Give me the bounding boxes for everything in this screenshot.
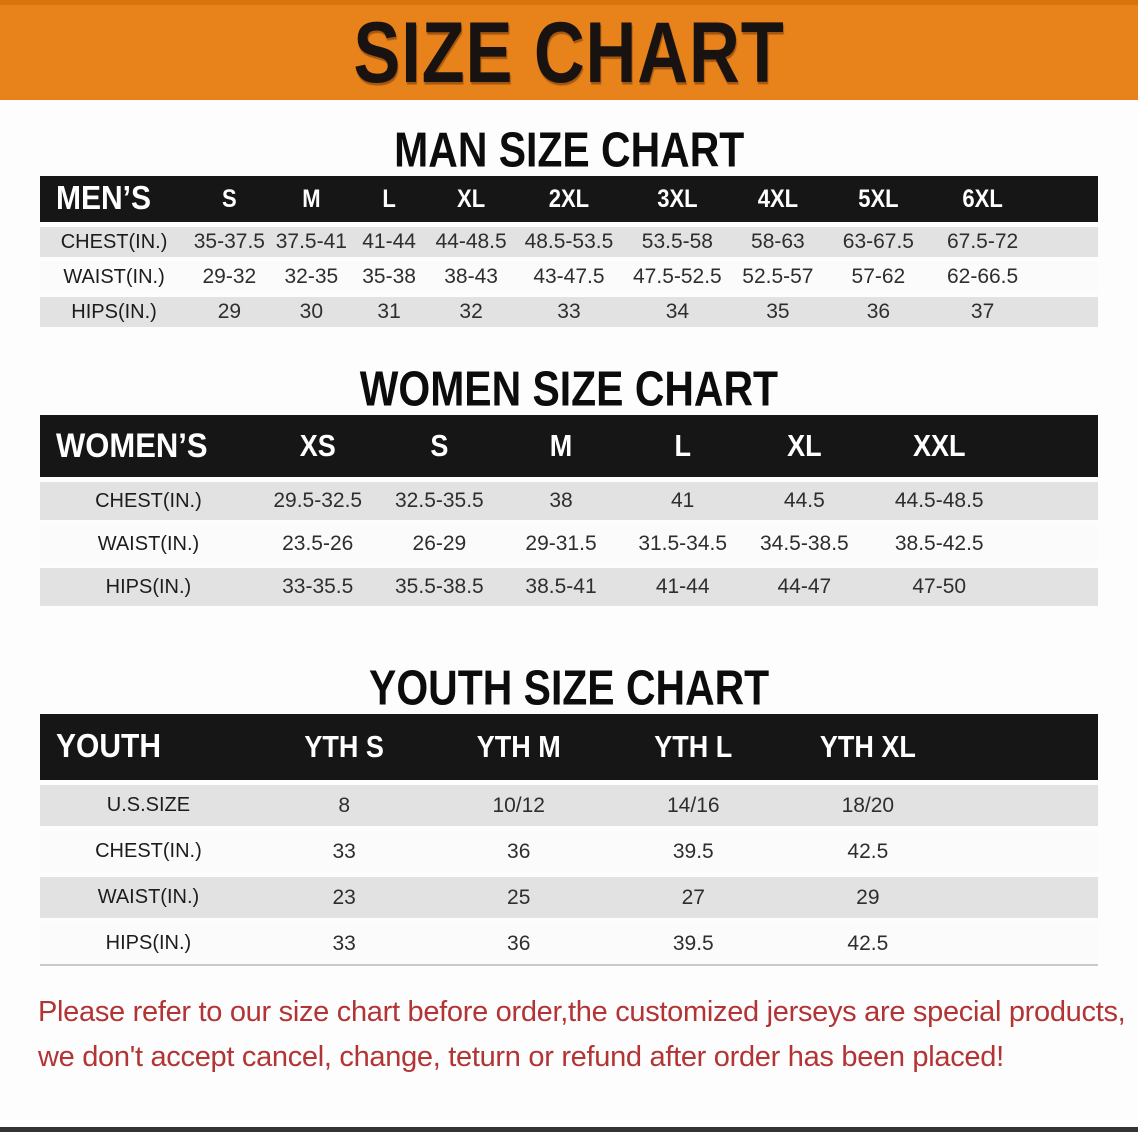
- size-header-cell: M: [500, 415, 622, 480]
- value-cell: 44.5: [744, 480, 866, 523]
- table-row: [40, 566, 1098, 607]
- size-header-cell: M: [271, 176, 352, 225]
- size-header-cell: L: [622, 415, 744, 480]
- row-label-cell: HIPS(IN.): [40, 295, 188, 328]
- table-row: [40, 829, 1098, 875]
- table-row: [40, 783, 1098, 829]
- value-cell: 53.5-58: [622, 225, 733, 260]
- value-cell: 29-32: [188, 260, 271, 295]
- youth-size-table: [40, 714, 1098, 966]
- women-size-table: [40, 415, 1098, 606]
- size-header-cell: 3XL: [622, 176, 733, 225]
- value-cell: 29.5-32.5: [257, 480, 379, 523]
- men-size-table: [40, 176, 1098, 327]
- value-cell: 30: [271, 295, 352, 328]
- size-header-cell: YTH S: [257, 714, 432, 783]
- size-header-cell: XL: [744, 415, 866, 480]
- header-filler-cell: [955, 714, 1098, 783]
- value-cell: 62-66.5: [934, 260, 1031, 295]
- value-cell: 38: [500, 480, 622, 523]
- row-label-cell: WAIST(IN.): [40, 523, 257, 566]
- header-filler-cell: [1013, 415, 1098, 480]
- women-heading-text: WOMEN SIZE CHART: [359, 362, 779, 417]
- value-cell: 23.5-26: [257, 523, 379, 566]
- value-cell: 14/16: [606, 783, 781, 829]
- value-cell: 47.5-52.5: [622, 260, 733, 295]
- table-row: [40, 295, 1098, 328]
- row-label-cell: CHEST(IN.): [40, 480, 257, 523]
- header-filler-cell: [1031, 176, 1098, 225]
- value-cell: 29: [781, 875, 956, 921]
- value-cell: 33-35.5: [257, 566, 379, 607]
- value-cell: 35: [733, 295, 823, 328]
- filler-cell: [955, 829, 1098, 875]
- size-header-cell: 5XL: [823, 176, 934, 225]
- filler-cell: [1031, 225, 1098, 260]
- table-row: [40, 523, 1098, 566]
- value-cell: 41-44: [622, 566, 744, 607]
- value-cell: 18/20: [781, 783, 956, 829]
- filler-cell: [955, 875, 1098, 921]
- corner-label-cell: MEN’S: [40, 176, 188, 225]
- page-title: SIZE CHART: [353, 3, 785, 101]
- row-label-cell: HIPS(IN.): [40, 566, 257, 607]
- table-row: [40, 921, 1098, 966]
- value-cell: 35-38: [352, 260, 426, 295]
- value-cell: 32: [426, 295, 516, 328]
- row-label-cell: CHEST(IN.): [40, 225, 188, 260]
- women-section-heading: [0, 362, 1138, 417]
- row-label-cell: U.S.SIZE: [40, 783, 257, 829]
- value-cell: 25: [431, 875, 606, 921]
- youth-section-heading: [0, 661, 1138, 716]
- value-cell: 32-35: [271, 260, 352, 295]
- value-cell: 39.5: [606, 829, 781, 875]
- size-header-cell: S: [188, 176, 271, 225]
- footer-line-1: Please refer to our size chart before order,the customized jerseys are special products,: [38, 996, 1126, 1028]
- value-cell: 41-44: [352, 225, 426, 260]
- size-header-cell: XS: [257, 415, 379, 480]
- value-cell: 63-67.5: [823, 225, 934, 260]
- value-cell: 31.5-34.5: [622, 523, 744, 566]
- men-heading-text: MAN SIZE CHART: [393, 123, 745, 178]
- value-cell: 44-47: [744, 566, 866, 607]
- men-section: [0, 123, 1138, 327]
- corner-label-cell: WOMEN’S: [40, 415, 257, 480]
- value-cell: 36: [431, 829, 606, 875]
- filler-cell: [1031, 295, 1098, 328]
- value-cell: 27: [606, 875, 781, 921]
- value-cell: 43-47.5: [516, 260, 622, 295]
- size-header-cell: 6XL: [934, 176, 1031, 225]
- size-header-cell: YTH L: [606, 714, 781, 783]
- header-row: [40, 415, 1098, 480]
- value-cell: 44.5-48.5: [865, 480, 1013, 523]
- header-row: [40, 176, 1098, 225]
- value-cell: 39.5: [606, 921, 781, 966]
- footer-line-2: we don't accept cancel, change, teturn or refund after order has been placed!: [38, 1041, 1004, 1073]
- value-cell: 36: [823, 295, 934, 328]
- size-header-cell: L: [352, 176, 426, 225]
- value-cell: 31: [352, 295, 426, 328]
- table-row: [40, 260, 1098, 295]
- value-cell: 10/12: [431, 783, 606, 829]
- value-cell: 23: [257, 875, 432, 921]
- value-cell: 47-50: [865, 566, 1013, 607]
- value-cell: 32.5-35.5: [379, 480, 501, 523]
- women-section: [0, 362, 1138, 606]
- size-header-cell: XL: [426, 176, 516, 225]
- row-label-cell: HIPS(IN.): [40, 921, 257, 966]
- size-header-cell: 4XL: [733, 176, 823, 225]
- footer-note: [38, 990, 1126, 1080]
- value-cell: 44-48.5: [426, 225, 516, 260]
- value-cell: 33: [257, 921, 432, 966]
- filler-cell: [1013, 480, 1098, 523]
- youth-section: [0, 661, 1138, 966]
- value-cell: 67.5-72: [934, 225, 1031, 260]
- filler-cell: [955, 921, 1098, 966]
- table-row: [40, 225, 1098, 260]
- value-cell: 37: [934, 295, 1031, 328]
- table-row: [40, 875, 1098, 921]
- header-row: [40, 714, 1098, 783]
- value-cell: 38.5-41: [500, 566, 622, 607]
- value-cell: 58-63: [733, 225, 823, 260]
- size-header-cell: YTH XL: [781, 714, 956, 783]
- value-cell: 35.5-38.5: [379, 566, 501, 607]
- filler-cell: [1013, 523, 1098, 566]
- value-cell: 41: [622, 480, 744, 523]
- row-label-cell: WAIST(IN.): [40, 260, 188, 295]
- size-header-cell: XXL: [865, 415, 1013, 480]
- size-header-cell: YTH M: [431, 714, 606, 783]
- filler-cell: [1013, 566, 1098, 607]
- size-header-cell: S: [379, 415, 501, 480]
- row-label-cell: CHEST(IN.): [40, 829, 257, 875]
- value-cell: 29: [188, 295, 271, 328]
- value-cell: 33: [516, 295, 622, 328]
- value-cell: 57-62: [823, 260, 934, 295]
- value-cell: 52.5-57: [733, 260, 823, 295]
- value-cell: 29-31.5: [500, 523, 622, 566]
- value-cell: 42.5: [781, 829, 956, 875]
- value-cell: 38-43: [426, 260, 516, 295]
- value-cell: 34.5-38.5: [744, 523, 866, 566]
- value-cell: 48.5-53.5: [516, 225, 622, 260]
- value-cell: 26-29: [379, 523, 501, 566]
- filler-cell: [955, 783, 1098, 829]
- filler-cell: [1031, 260, 1098, 295]
- table-row: [40, 480, 1098, 523]
- men-section-heading: [0, 123, 1138, 178]
- value-cell: 42.5: [781, 921, 956, 966]
- value-cell: 8: [257, 783, 432, 829]
- title-banner: [0, 0, 1138, 100]
- value-cell: 34: [622, 295, 733, 328]
- value-cell: 36: [431, 921, 606, 966]
- value-cell: 35-37.5: [188, 225, 271, 260]
- value-cell: 38.5-42.5: [865, 523, 1013, 566]
- value-cell: 33: [257, 829, 432, 875]
- size-header-cell: 2XL: [516, 176, 622, 225]
- row-label-cell: WAIST(IN.): [40, 875, 257, 921]
- bottom-edge-bar: [0, 1127, 1138, 1132]
- corner-label-cell: YOUTH: [40, 714, 257, 783]
- value-cell: 37.5-41: [271, 225, 352, 260]
- youth-heading-text: YOUTH SIZE CHART: [368, 661, 770, 716]
